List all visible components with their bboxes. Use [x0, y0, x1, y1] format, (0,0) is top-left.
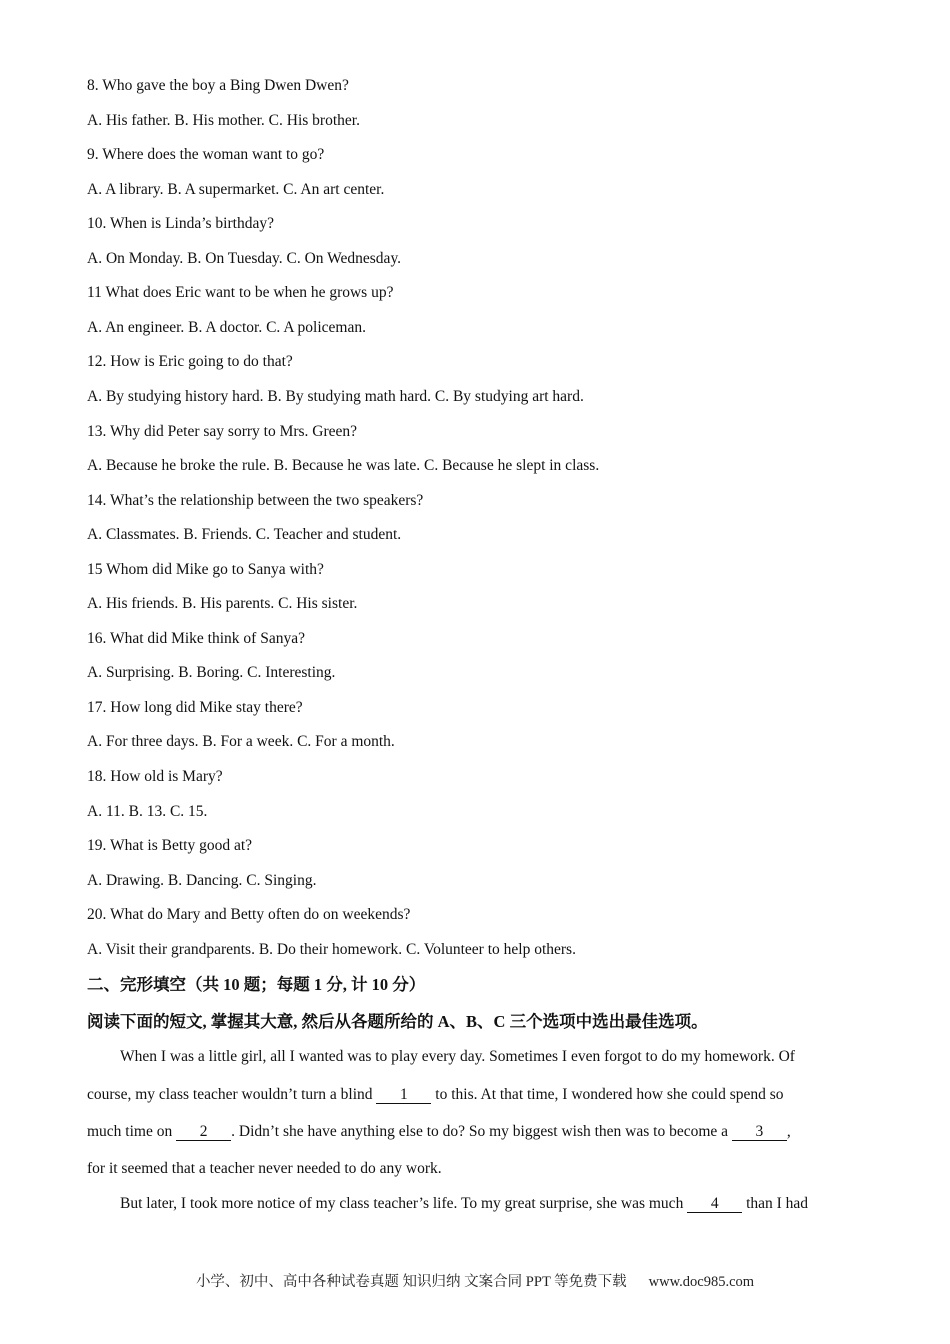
passage-text: . Didn’t she have anything else to do? So my biggest wish then was to become a [231, 1123, 732, 1140]
passage-text: course, my class teacher wouldn’t turn a blind [87, 1086, 377, 1103]
question-11: 11 What does Eric want to be when he grows up? [87, 284, 394, 301]
passage-line-1: When I was a little girl, all I wanted was to play every day. Sometimes I even forgot to do my homework. Of [120, 1048, 795, 1065]
options-12: A. By studying history hard. B. By studying math hard. C. By studying art hard. [87, 388, 584, 405]
options-9: A. A library. B. A supermarket. C. An art center. [87, 181, 385, 198]
options-13: A. Because he broke the rule. B. Because he was late. C. Because he slept in class. [87, 457, 600, 474]
question-19: 19. What is Betty good at? [87, 837, 253, 854]
options-16: A. Surprising. B. Boring. C. Interesting. [87, 664, 336, 681]
question-18: 18. How old is Mary? [87, 768, 223, 785]
blank-3: 3 [732, 1124, 787, 1141]
question-15: 15 Whom did Mike go to Sanya with? [87, 561, 324, 578]
options-20: A. Visit their grandparents. B. Do their homework. C. Volunteer to help others. [87, 941, 576, 958]
passage-line-3 [87, 1122, 867, 1142]
options-15: A. His friends. B. His parents. C. His sister. [87, 595, 358, 612]
options-19: A. Drawing. B. Dancing. C. Singing. [87, 872, 317, 889]
passage-line-5 [87, 1194, 900, 1214]
options-17: A. For three days. B. For a week. C. For a month. [87, 733, 395, 750]
options-10: A. On Monday. B. On Tuesday. C. On Wednesday. [87, 250, 402, 267]
question-20: 20. What do Mary and Betty often do on weekends? [87, 906, 411, 923]
passage-text: to this. At that time, I wondered how she could spend so [431, 1086, 784, 1103]
options-18: A. 11. B. 13. C. 15. [87, 803, 208, 820]
footer-text: 小学、初中、高中各种试卷真题 知识归纳 文案合同 PPT 等免费下载 [195, 1274, 627, 1290]
passage-line-4: for it seemed that a teacher never needed to do any work. [87, 1160, 442, 1177]
question-17: 17. How long did Mike stay there? [87, 699, 303, 716]
question-12: 12. How is Eric going to do that? [87, 353, 293, 370]
blank-2: 2 [176, 1124, 231, 1141]
options-8: A. His father. B. His mother. C. His brother. [87, 112, 360, 129]
question-10: 10. When is Linda’s birthday? [87, 215, 274, 232]
question-9: 9. Where does the woman want to go? [87, 146, 325, 163]
passage-text: , [786, 1123, 791, 1140]
passage-line-2 [87, 1085, 867, 1105]
question-14: 14. What’s the relationship between the two speakers? [87, 492, 424, 509]
blank-4: 4 [687, 1196, 742, 1213]
footer-link[interactable]: www.doc985.com [648, 1274, 755, 1290]
blank-1: 1 [376, 1087, 431, 1104]
section-instruction: 阅读下面的短文, 掌握其大意, 然后从各题所给的 A、B、C 三个选项中选出最佳选项。 [87, 1012, 708, 1031]
options-14: A. Classmates. B. Friends. C. Teacher and student. [87, 526, 402, 543]
section-title: 二、完形填空（共 10 题；每题 1 分, 计 10 分） [87, 975, 426, 994]
question-8: 8. Who gave the boy a Bing Dwen Dwen? [87, 77, 349, 94]
options-11: A. An engineer. B. A doctor. C. A policeman. [87, 319, 366, 336]
page-footer [0, 1270, 950, 1291]
passage-text: much time on [87, 1123, 177, 1140]
question-16: 16. What did Mike think of Sanya? [87, 630, 305, 647]
passage-text: But later, I took more notice of my class teacher’s life. To my great surprise, she was much [120, 1195, 688, 1212]
question-13: 13. Why did Peter say sorry to Mrs. Green? [87, 423, 358, 440]
passage-text: than I had [742, 1195, 809, 1212]
